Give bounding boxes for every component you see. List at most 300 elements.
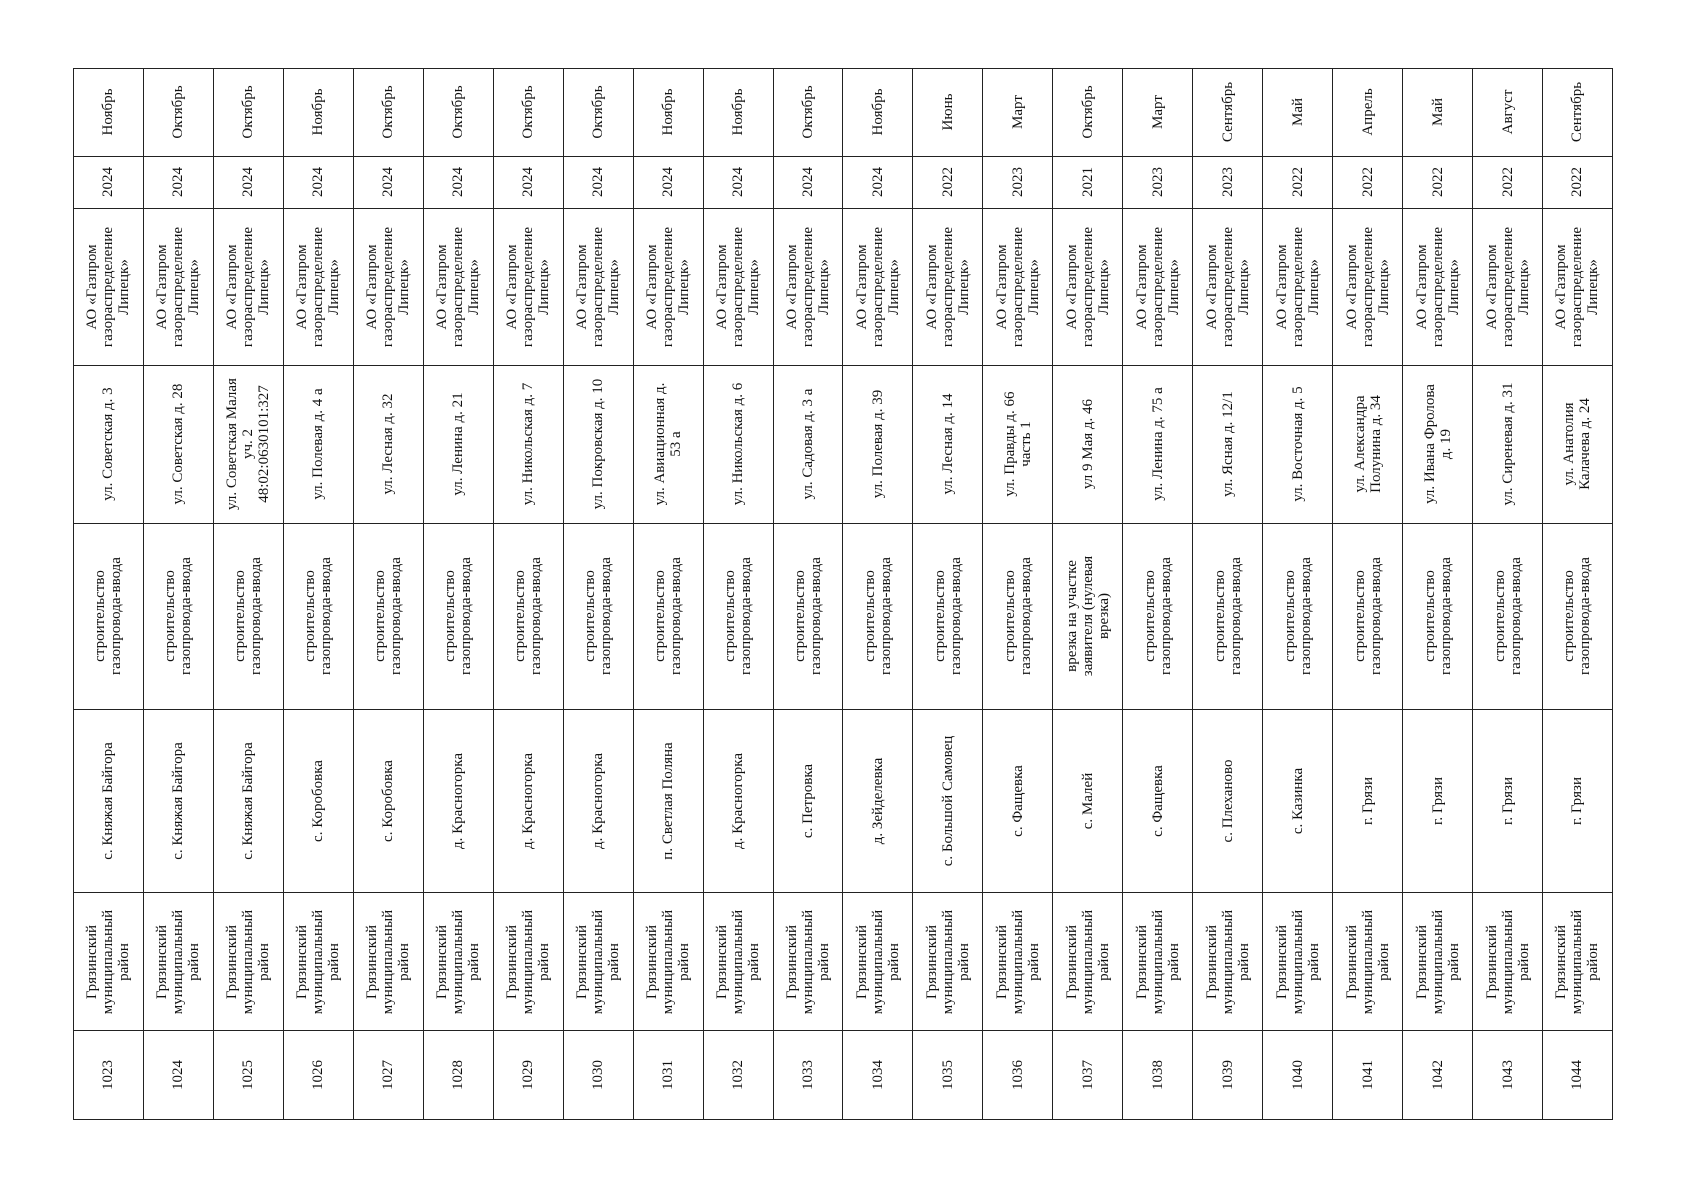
table-row [843, 69, 913, 1120]
locality-cell [1473, 710, 1543, 893]
organization-cell-text: АО «Газпром газораспределение Липецк» [1343, 226, 1392, 347]
month-cell [424, 69, 494, 157]
locality-cell-text: п. Светлая Поляна [660, 742, 677, 860]
address-cell [564, 366, 634, 524]
district-cell-text: Грязинский муниципальный район [224, 909, 273, 1014]
locality-cell-text: г. Грязи [1429, 777, 1446, 826]
month-cell-text: Март [1149, 95, 1166, 130]
work-type-cell [214, 524, 284, 711]
row-number-cell-text: 1044 [1569, 1060, 1586, 1091]
work-type-cell-text: строительство газопровода-ввода [1001, 557, 1034, 676]
locality-cell-text: д. Красногорка [520, 753, 537, 850]
district-cell-text: Грязинский муниципальный район [993, 909, 1042, 1014]
table-row [1543, 69, 1613, 1120]
locality-cell-text: с. Коробовка [310, 760, 327, 843]
row-number-cell-text: 1034 [869, 1060, 886, 1091]
address-cell-text: ул. Полевая д. 4 а [310, 388, 327, 500]
district-cell [1053, 893, 1123, 1031]
month-cell-text: Октябрь [590, 85, 607, 140]
work-type-cell [704, 524, 774, 711]
work-type-cell-text: строительство газопровода-ввода [1561, 557, 1594, 676]
row-number-cell [354, 1031, 424, 1120]
locality-cell-text: с. Петровка [800, 764, 816, 839]
district-cell [1333, 893, 1403, 1031]
district-cell-text: Грязинский муниципальный район [1273, 909, 1322, 1014]
row-number-cell-text: 1037 [1079, 1060, 1096, 1091]
district-cell-text: Грязинский муниципальный район [1133, 909, 1182, 1014]
organization-cell-text: АО «Газпром газораспределение Липецк» [504, 226, 553, 347]
table-row [1193, 69, 1263, 1120]
row-number-cell-text: 1032 [730, 1060, 747, 1091]
organization-cell [284, 209, 354, 366]
address-cell-text: ул. Лесная д. 32 [380, 393, 397, 495]
district-cell [144, 893, 214, 1031]
month-cell-text: Сентябрь [1219, 82, 1236, 143]
year-cell-text: 2024 [450, 167, 467, 198]
year-cell-text: 2023 [1219, 167, 1236, 198]
month-cell-text: Ноябрь [869, 89, 886, 136]
year-cell-text: 2022 [1499, 167, 1516, 198]
locality-cell-text: с. Малей [1079, 773, 1096, 830]
row-number-cell-text: 1027 [380, 1060, 397, 1091]
year-cell-text: 2022 [1429, 167, 1446, 198]
address-cell-text: ул. Авиационная д. 53 а [652, 382, 685, 506]
month-cell [74, 69, 144, 157]
month-cell [1333, 69, 1403, 157]
year-cell [634, 157, 704, 209]
work-type-cell [564, 524, 634, 711]
month-cell [634, 69, 704, 157]
table-row [1333, 69, 1403, 1120]
year-cell-text: 2021 [1079, 167, 1096, 198]
table-row [424, 69, 494, 1120]
table-row [494, 69, 564, 1120]
district-cell [74, 893, 144, 1031]
address-cell-text: ул. Сиреневая д. 31 [1499, 382, 1516, 506]
locality-cell [704, 710, 774, 893]
district-cell-text: Грязинский муниципальный район [714, 909, 763, 1014]
district-cell [424, 893, 494, 1031]
work-type-cell [1263, 524, 1333, 711]
locality-cell-text: с. Казинка [1289, 768, 1306, 835]
district-cell [774, 893, 844, 1031]
locality-cell-text: с. Княжая Байгора [240, 742, 257, 861]
work-type-cell [634, 524, 704, 711]
address-cell [1123, 366, 1193, 524]
work-type-cell-text: строительство газопровода-ввода [1421, 557, 1454, 676]
table-row [1403, 69, 1473, 1120]
locality-cell-text: с. Коробовка [380, 760, 397, 843]
month-cell-text: Октябрь [170, 85, 187, 140]
locality-cell [214, 710, 284, 893]
address-cell-text: ул. Никольская д. 6 [730, 382, 747, 506]
month-cell-text: Октябрь [240, 85, 257, 140]
locality-cell [843, 710, 913, 893]
year-cell-text: 2024 [730, 167, 747, 198]
address-cell [634, 366, 704, 524]
row-number-cell [144, 1031, 214, 1120]
address-cell-text: ул. Ясная д. 12/1 [1219, 391, 1236, 497]
row-number-cell-text: 1036 [1009, 1060, 1026, 1091]
district-cell-text: Грязинский муниципальный район [644, 909, 693, 1014]
row-number-cell [1053, 1031, 1123, 1120]
row-number-cell [494, 1031, 564, 1120]
organization-cell-text: АО «Газпром газораспределение Липецк» [784, 226, 832, 347]
year-cell [913, 157, 983, 209]
year-cell-text: 2024 [310, 167, 327, 198]
locality-cell-text: г. Грязи [1499, 777, 1516, 826]
table-row [913, 69, 983, 1120]
address-cell-text: ул. Советская д. 3 [100, 387, 117, 501]
locality-cell [983, 710, 1053, 893]
organization-cell [1403, 209, 1473, 366]
row-number-cell [1403, 1031, 1473, 1120]
year-cell [74, 157, 144, 209]
locality-cell [1053, 710, 1123, 893]
district-cell-text: Грязинский муниципальный район [1483, 909, 1532, 1014]
address-cell [1473, 366, 1543, 524]
month-cell-text: Май [1429, 98, 1446, 127]
address-cell-text: ул. Ленина д. 21 [450, 392, 467, 496]
row-number-cell [284, 1031, 354, 1120]
row-number-cell [214, 1031, 284, 1120]
district-cell [1403, 893, 1473, 1031]
district-cell-text: Грязинский муниципальный район [784, 909, 832, 1014]
work-type-cell [913, 524, 983, 711]
table-row [214, 69, 284, 1120]
district-cell-text: Грязинский муниципальный район [1063, 909, 1112, 1014]
address-cell [1333, 366, 1403, 524]
month-cell-text: Ноябрь [660, 89, 677, 136]
month-cell [284, 69, 354, 157]
row-number-cell [704, 1031, 774, 1120]
address-cell-text: ул. Ивана Фролова д. 19 [1421, 384, 1454, 505]
work-type-cell-text: строительство газопровода-ввода [722, 557, 755, 676]
locality-cell [774, 710, 844, 893]
locality-cell [1403, 710, 1473, 893]
month-cell-text: Май [1289, 98, 1306, 127]
work-type-cell-text: строительство газопровода-ввода [442, 557, 475, 676]
table-row [74, 69, 144, 1120]
month-cell-text: Ноябрь [730, 89, 747, 136]
row-number-cell [774, 1031, 844, 1120]
address-cell-text: ул. Садовая д. 3 а [800, 388, 816, 500]
district-cell [983, 893, 1053, 1031]
table-row [1123, 69, 1193, 1120]
organization-cell [1123, 209, 1193, 366]
organization-cell [354, 209, 424, 366]
district-cell-text: Грязинский муниципальный район [1413, 909, 1462, 1014]
organization-cell [564, 209, 634, 366]
table-row [284, 69, 354, 1120]
year-cell [774, 157, 844, 209]
work-type-cell-text: строительство газопровода-ввода [512, 557, 545, 676]
work-type-cell-text: строительство газопровода-ввода [652, 557, 685, 676]
address-cell-text: ул. Восточная д. 5 [1289, 386, 1306, 502]
organization-cell-text: АО «Газпром газораспределение Липецк» [294, 226, 343, 347]
organization-cell-text: АО «Газпром газораспределение Липецк» [853, 226, 902, 347]
work-type-cell-text: строительство газопровода-ввода [162, 557, 195, 676]
district-cell-text: Грязинский муниципальный район [364, 909, 413, 1014]
row-number-cell [634, 1031, 704, 1120]
district-cell [1123, 893, 1193, 1031]
locality-cell-text: с. Княжая Байгора [100, 742, 117, 861]
year-cell [704, 157, 774, 209]
district-cell-text: Грязинский муниципальный район [923, 909, 972, 1014]
year-cell [494, 157, 564, 209]
table-row [144, 69, 214, 1120]
locality-cell [144, 710, 214, 893]
organization-cell-text: АО «Газпром газораспределение Липецк» [1133, 226, 1182, 347]
work-type-cell-text: врезка на участке заявителя (нулевая врезка) [1063, 556, 1112, 677]
address-cell [1263, 366, 1333, 524]
month-cell [1263, 69, 1333, 157]
organization-cell [704, 209, 774, 366]
row-number-cell-text: 1030 [590, 1060, 607, 1091]
organization-cell-text: АО «Газпром газораспределение Липецк» [84, 226, 133, 347]
district-cell-text: Грязинский муниципальный район [1343, 909, 1392, 1014]
month-cell-text: Октябрь [800, 85, 816, 140]
row-number-cell-text: 1024 [170, 1060, 187, 1091]
locality-cell [1123, 710, 1193, 893]
row-number-cell-text: 1028 [450, 1060, 467, 1091]
row-number-cell [983, 1031, 1053, 1120]
year-cell-text: 2024 [380, 167, 397, 198]
year-cell [1123, 157, 1193, 209]
year-cell-text: 2024 [590, 167, 607, 198]
row-number-cell [424, 1031, 494, 1120]
address-cell-text: ул. Советская Малая уч. 2 48:02:0630101:327 [224, 378, 273, 511]
row-number-cell [843, 1031, 913, 1120]
locality-cell-text: с. Большой Самовец [939, 736, 956, 867]
address-cell-text: ул. Полевая д. 39 [869, 389, 886, 499]
organization-cell-text: АО «Газпром газораспределение Липецк» [714, 226, 763, 347]
row-number-cell-text: 1031 [660, 1060, 677, 1091]
address-cell [774, 366, 844, 524]
organization-cell [1333, 209, 1403, 366]
row-number-cell-text: 1033 [800, 1060, 816, 1091]
month-cell [354, 69, 424, 157]
address-cell [74, 366, 144, 524]
address-cell [284, 366, 354, 524]
month-cell [494, 69, 564, 157]
work-type-cell [774, 524, 844, 711]
district-cell [1543, 893, 1613, 1031]
month-cell-text: Март [1009, 95, 1026, 130]
year-cell-text: 2022 [1359, 167, 1376, 198]
year-cell-text: 2022 [939, 167, 956, 198]
district-cell-text: Грязинский муниципальный район [1203, 909, 1252, 1014]
work-type-cell [1123, 524, 1193, 711]
year-cell-text: 2023 [1009, 167, 1026, 198]
work-type-cell [843, 524, 913, 711]
month-cell [1053, 69, 1123, 157]
locality-cell-text: с. Княжая Байгора [170, 742, 187, 861]
organization-cell [774, 209, 844, 366]
work-type-cell-text: строительство газопровода-ввода [931, 557, 964, 676]
work-type-cell [494, 524, 564, 711]
month-cell [1403, 69, 1473, 157]
locality-cell [634, 710, 704, 893]
address-cell [494, 366, 564, 524]
address-cell [1053, 366, 1123, 524]
district-cell [1473, 893, 1543, 1031]
row-number-cell-text: 1035 [939, 1060, 956, 1091]
work-type-cell [1543, 524, 1613, 711]
locality-cell [424, 710, 494, 893]
table-row [564, 69, 634, 1120]
row-number-cell-text: 1025 [240, 1060, 257, 1091]
district-cell [913, 893, 983, 1031]
work-type-cell-text: строительство газопровода-ввода [1351, 557, 1384, 676]
month-cell [913, 69, 983, 157]
year-cell [214, 157, 284, 209]
address-cell [843, 366, 913, 524]
year-cell [144, 157, 214, 209]
organization-cell [1263, 209, 1333, 366]
year-cell [424, 157, 494, 209]
year-cell-text: 2024 [800, 167, 816, 198]
month-cell-text: Октябрь [520, 85, 537, 140]
address-cell [983, 366, 1053, 524]
organization-cell-text: АО «Газпром газораспределение Липецк» [224, 226, 273, 347]
organization-cell-text: АО «Газпром газораспределение Липецк» [1483, 226, 1532, 347]
organization-cell-text: АО «Газпром газораспределение Липецк» [434, 226, 483, 347]
year-cell-text: 2024 [660, 167, 677, 198]
district-cell-text: Грязинский муниципальный район [294, 909, 343, 1014]
locality-cell [913, 710, 983, 893]
month-cell-text: Октябрь [450, 85, 467, 140]
year-cell-text: 2024 [520, 167, 537, 198]
table-row [1053, 69, 1123, 1120]
district-cell [354, 893, 424, 1031]
month-cell [1543, 69, 1613, 157]
work-type-cell-text: строительство газопровода-ввода [1141, 557, 1174, 676]
organization-cell [843, 209, 913, 366]
district-cell-text: Грязинский муниципальный район [84, 909, 133, 1014]
year-cell-text: 2022 [1569, 167, 1586, 198]
locality-cell [1263, 710, 1333, 893]
address-cell [913, 366, 983, 524]
year-cell [1473, 157, 1543, 209]
address-cell-text: ул 9 Мая д. 46 [1079, 399, 1096, 490]
work-type-cell-text: строительство газопровода-ввода [1491, 557, 1524, 676]
organization-cell [1053, 209, 1123, 366]
address-cell-text: ул. Советская д. 28 [170, 383, 187, 505]
year-cell-text: 2024 [240, 167, 257, 198]
locality-cell [74, 710, 144, 893]
month-cell-text: Ноябрь [310, 89, 327, 136]
month-cell [843, 69, 913, 157]
work-type-cell-text: строительство газопровода-ввода [792, 557, 824, 676]
year-cell [354, 157, 424, 209]
organization-cell-text: АО «Газпром газораспределение Липецк» [364, 226, 413, 347]
district-cell-text: Грязинский муниципальный район [574, 909, 623, 1014]
organization-cell [1193, 209, 1263, 366]
locality-cell-text: с. Фащевка [1009, 765, 1026, 838]
work-type-cell-text: строительство газопровода-ввода [92, 557, 125, 676]
year-cell-text: 2022 [1289, 167, 1306, 198]
address-cell-text: ул. Лесная д. 14 [939, 393, 956, 495]
month-cell-text: Октябрь [1079, 85, 1096, 140]
organization-cell [74, 209, 144, 366]
locality-cell [564, 710, 634, 893]
row-number-cell [74, 1031, 144, 1120]
row-number-cell-text: 1040 [1289, 1060, 1306, 1091]
locality-cell-text: с. Фащевка [1149, 765, 1166, 838]
month-cell [1123, 69, 1193, 157]
month-cell [564, 69, 634, 157]
table-row [1263, 69, 1333, 1120]
row-number-cell [1123, 1031, 1193, 1120]
organization-cell-text: АО «Газпром газораспределение Липецк» [154, 226, 203, 347]
district-cell [284, 893, 354, 1031]
table-row [704, 69, 774, 1120]
locality-cell-text: д. Красногорка [730, 753, 747, 850]
row-number-cell-text: 1041 [1359, 1060, 1376, 1091]
locality-cell [1333, 710, 1403, 893]
organization-cell [494, 209, 564, 366]
address-cell-text: ул. Ленина д. 75 а [1149, 387, 1166, 501]
organization-cell [1473, 209, 1543, 366]
year-cell [564, 157, 634, 209]
locality-cell-text: д. Зейделевка [869, 758, 886, 845]
address-cell [1403, 366, 1473, 524]
year-cell [1193, 157, 1263, 209]
work-type-cell [1473, 524, 1543, 711]
table-row [354, 69, 424, 1120]
work-type-cell-text: строительство газопровода-ввода [861, 557, 894, 676]
address-cell [214, 366, 284, 524]
district-cell [214, 893, 284, 1031]
organization-cell [634, 209, 704, 366]
district-cell [634, 893, 704, 1031]
organization-cell [144, 209, 214, 366]
work-type-cell [354, 524, 424, 711]
year-cell-text: 2023 [1149, 167, 1166, 198]
row-number-cell [1333, 1031, 1403, 1120]
organization-cell-text: АО «Газпром газораспределение Липецк» [574, 226, 623, 347]
row-number-cell [1473, 1031, 1543, 1120]
address-cell [424, 366, 494, 524]
address-cell [354, 366, 424, 524]
organization-cell-text: АО «Газпром газораспределение Липецк» [1063, 226, 1112, 347]
work-type-cell-text: строительство газопровода-ввода [232, 557, 265, 676]
district-cell [843, 893, 913, 1031]
district-cell [1193, 893, 1263, 1031]
work-type-cell [284, 524, 354, 711]
year-cell [843, 157, 913, 209]
month-cell [774, 69, 844, 157]
work-type-cell [424, 524, 494, 711]
organization-cell-text: АО «Газпром газораспределение Липецк» [1553, 226, 1602, 347]
work-type-cell [144, 524, 214, 711]
month-cell [1193, 69, 1263, 157]
year-cell [1403, 157, 1473, 209]
address-cell-text: ул. Покровская д. 10 [590, 378, 607, 510]
month-cell-text: Сентябрь [1569, 82, 1586, 143]
table-row [983, 69, 1053, 1120]
year-cell [1543, 157, 1613, 209]
locality-cell-text: г. Грязи [1569, 777, 1586, 826]
locality-cell-text: г. Грязи [1359, 777, 1376, 826]
month-cell-text: Октябрь [380, 85, 397, 140]
organization-cell-text: АО «Газпром газораспределение Липецк» [1413, 226, 1462, 347]
address-cell [704, 366, 774, 524]
organization-cell [424, 209, 494, 366]
year-cell [983, 157, 1053, 209]
address-cell [144, 366, 214, 524]
